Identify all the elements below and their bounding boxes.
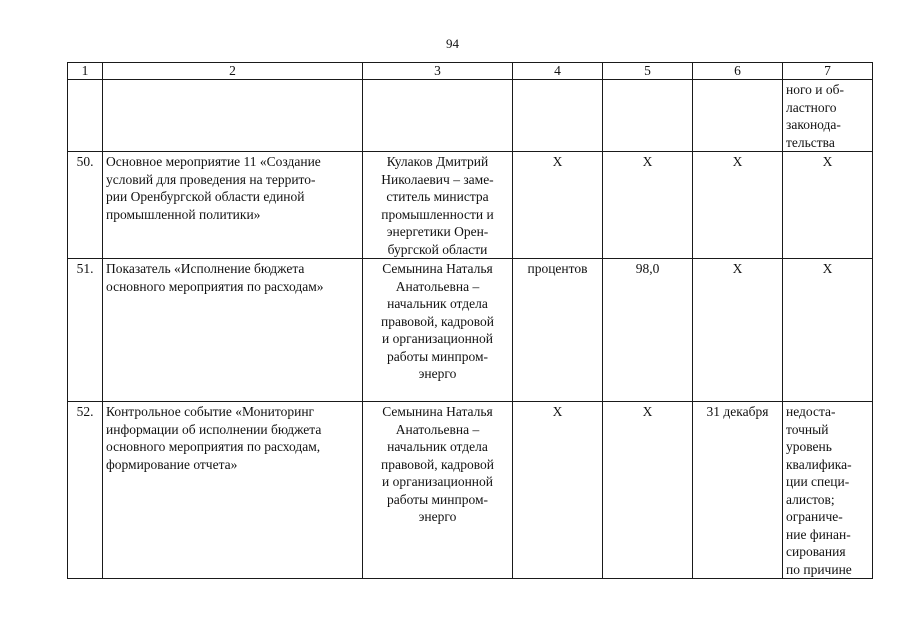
risk-line: ластного <box>786 99 837 115</box>
executor-line: энерго <box>418 366 457 381</box>
value-cell: 98,0 <box>603 259 693 402</box>
row-number: 51. <box>68 259 103 402</box>
row-number: 50. <box>68 152 103 259</box>
date-cell: Х <box>693 152 783 259</box>
risk-line: сирования <box>786 544 846 559</box>
executor-line: начальник отдела <box>387 296 488 311</box>
activity-name-cell <box>103 402 363 579</box>
activity-name-line: формирование отчета» <box>106 456 238 472</box>
risk-cell <box>783 80 873 152</box>
name-cell <box>103 80 363 152</box>
activity-name-line: информации об исполнении бюджета <box>106 421 322 437</box>
continuation-row <box>68 80 873 152</box>
executor-line: и организационной <box>381 474 494 489</box>
program-table <box>67 62 873 579</box>
column-header: 1 <box>68 63 103 80</box>
activity-name-line: Показатель «Исполнение бюджета <box>106 261 305 276</box>
risk-cell <box>783 259 873 402</box>
activity-name-line: основного мероприятия по расходам» <box>106 278 324 294</box>
column-header: 3 <box>363 63 513 80</box>
executor-cell <box>363 259 513 402</box>
column-header: 7 <box>783 63 873 80</box>
executor-line: работы минпром- <box>386 491 489 507</box>
executor-line: работы минпром- <box>386 348 489 364</box>
activity-name-line: условий для проведения на террито- <box>106 171 316 187</box>
executor-line: ститель министра <box>386 189 489 204</box>
executor-line: энергетики Орен- <box>386 224 489 239</box>
risk-line: недоста- <box>786 404 836 419</box>
activity-name-line: промышленной политики» <box>106 206 261 222</box>
executor-cell <box>363 80 513 152</box>
activity-name-line: рии Оренбургской области единой <box>106 189 305 204</box>
risk-line: уровень <box>786 439 832 454</box>
column-header: 2 <box>103 63 363 80</box>
risk-line: ние финан- <box>786 526 851 542</box>
executor-cell <box>363 402 513 579</box>
activity-name-line: основного мероприятия по расходам, <box>106 439 321 454</box>
page-number: 94 <box>446 36 459 51</box>
number-cell <box>68 80 103 152</box>
unit-cell <box>513 80 603 152</box>
activity-name-line: Основное мероприятие 11 «Создание <box>106 154 321 169</box>
risk-line: тельства <box>786 134 835 150</box>
column-number-row <box>68 63 873 80</box>
risk-line: Х <box>822 154 833 169</box>
executor-line: Кулаков Дмитрий <box>386 154 489 169</box>
risk-line: Х <box>822 261 833 276</box>
unit-cell: процентов <box>513 259 603 402</box>
risk-cell <box>783 152 873 259</box>
executor-line: Анатольевна – <box>395 421 480 437</box>
row-number: 52. <box>68 402 103 579</box>
executor-line: бургской области <box>387 241 488 257</box>
risk-line: алистов; <box>786 491 835 507</box>
date-cell: 31 декабря <box>693 402 783 579</box>
unit-cell: Х <box>513 402 603 579</box>
value-cell: Х <box>603 402 693 579</box>
table-row <box>68 259 873 402</box>
executor-cell <box>363 152 513 259</box>
executor-line: правовой, кадровой <box>381 456 494 472</box>
executor-line: энерго <box>418 509 457 524</box>
executor-line: и организационной <box>381 331 494 346</box>
activity-name-line: Контрольное событие «Мониторинг <box>106 404 315 419</box>
executor-line: правовой, кадровой <box>381 313 494 329</box>
column-header: 6 <box>693 63 783 80</box>
table-row <box>68 402 873 579</box>
risk-line: по причине <box>786 561 852 577</box>
executor-line: Николаевич – заме- <box>381 171 494 187</box>
executor-line: Семынина Наталья <box>382 261 493 276</box>
executor-line: начальник отдела <box>387 439 488 454</box>
value-cell: Х <box>603 152 693 259</box>
risk-line: ограниче- <box>786 509 843 524</box>
executor-line: Анатольевна – <box>395 278 480 294</box>
date-cell <box>693 80 783 152</box>
risk-cell <box>783 402 873 579</box>
executor-line: Семынина Наталья <box>382 404 493 419</box>
date-cell: Х <box>693 259 783 402</box>
column-header: 4 <box>513 63 603 80</box>
column-header: 5 <box>603 63 693 80</box>
table-row <box>68 152 873 259</box>
activity-name-cell <box>103 152 363 259</box>
risk-line: ции специ- <box>786 474 850 489</box>
executor-line: промышленности и <box>381 206 494 222</box>
risk-line: ного и об- <box>786 82 845 97</box>
risk-line: квалифика- <box>786 456 852 472</box>
risk-line: законода- <box>786 117 841 132</box>
unit-cell: Х <box>513 152 603 259</box>
activity-name-cell <box>103 259 363 402</box>
risk-line: точный <box>786 421 829 437</box>
value-cell <box>603 80 693 152</box>
